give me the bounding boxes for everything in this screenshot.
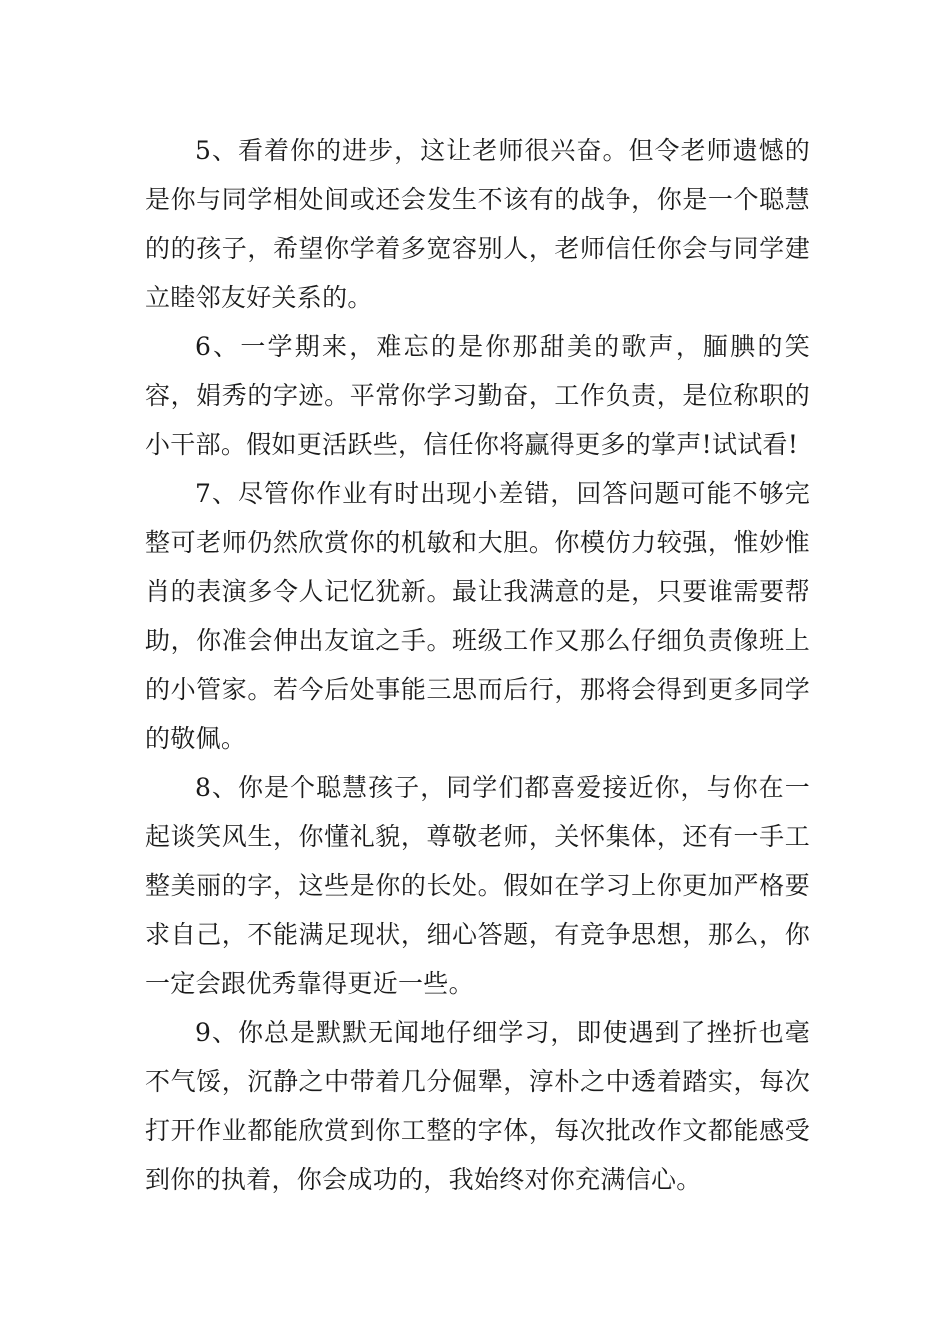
paragraph-5: 5、看着你的进步，这让老师很兴奋。但令老师遗憾的是你与同学相处间或还会发生不该有的战争，你是一个聪慧的的孩子，希望你学着多宽容别人，老师信任你会与同学建立睦邻友好关系的。 xyxy=(145,136,810,312)
paragraph-9: 9、你总是默默无闻地仔细学习，即使遇到了挫折也毫不气馁，沉静之中带着几分倔犟，淳朴之中透着踏实，每次打开作业都能欣赏到你工整的字体，每次批改作文都能感受到你的执着，你会成功的，我始终对你充满信心。 xyxy=(145,1018,810,1194)
paragraph-6: 6、一学期来，难忘的是你那甜美的歌声，腼腆的笑容，娟秀的字迹。平常你学习勤奋，工作负责，是位称职的小干部。假如更活跃些，信任你将赢得更多的掌声!试试看! xyxy=(145,332,810,459)
paragraph-8: 8、你是个聪慧孩子，同学们都喜爱接近你，与你在一起谈笑风生，你懂礼貌，尊敬老师，关怀集体，还有一手工整美丽的字，这些是你的长处。假如在学习上你更加严格要求自己，不能满足现状，细心答题，有竞争思想，那么，你一定会跟优秀靠得更近一些。 xyxy=(145,773,810,998)
paragraph-7: 7、尽管你作业有时出现小差错，回答问题可能不够完整可老师仍然欣赏你的机敏和大胆。你模仿力较强，惟妙惟肖的表演多令人记忆犹新。最让我满意的是，只要谁需要帮助，你准会伸出友谊之手。班级工作又那么仔细负责像班上的小管家。若今后处事能三思而后行，那将会得到更多同学的敬佩。 xyxy=(145,479,810,753)
document-body xyxy=(145,126,810,1204)
